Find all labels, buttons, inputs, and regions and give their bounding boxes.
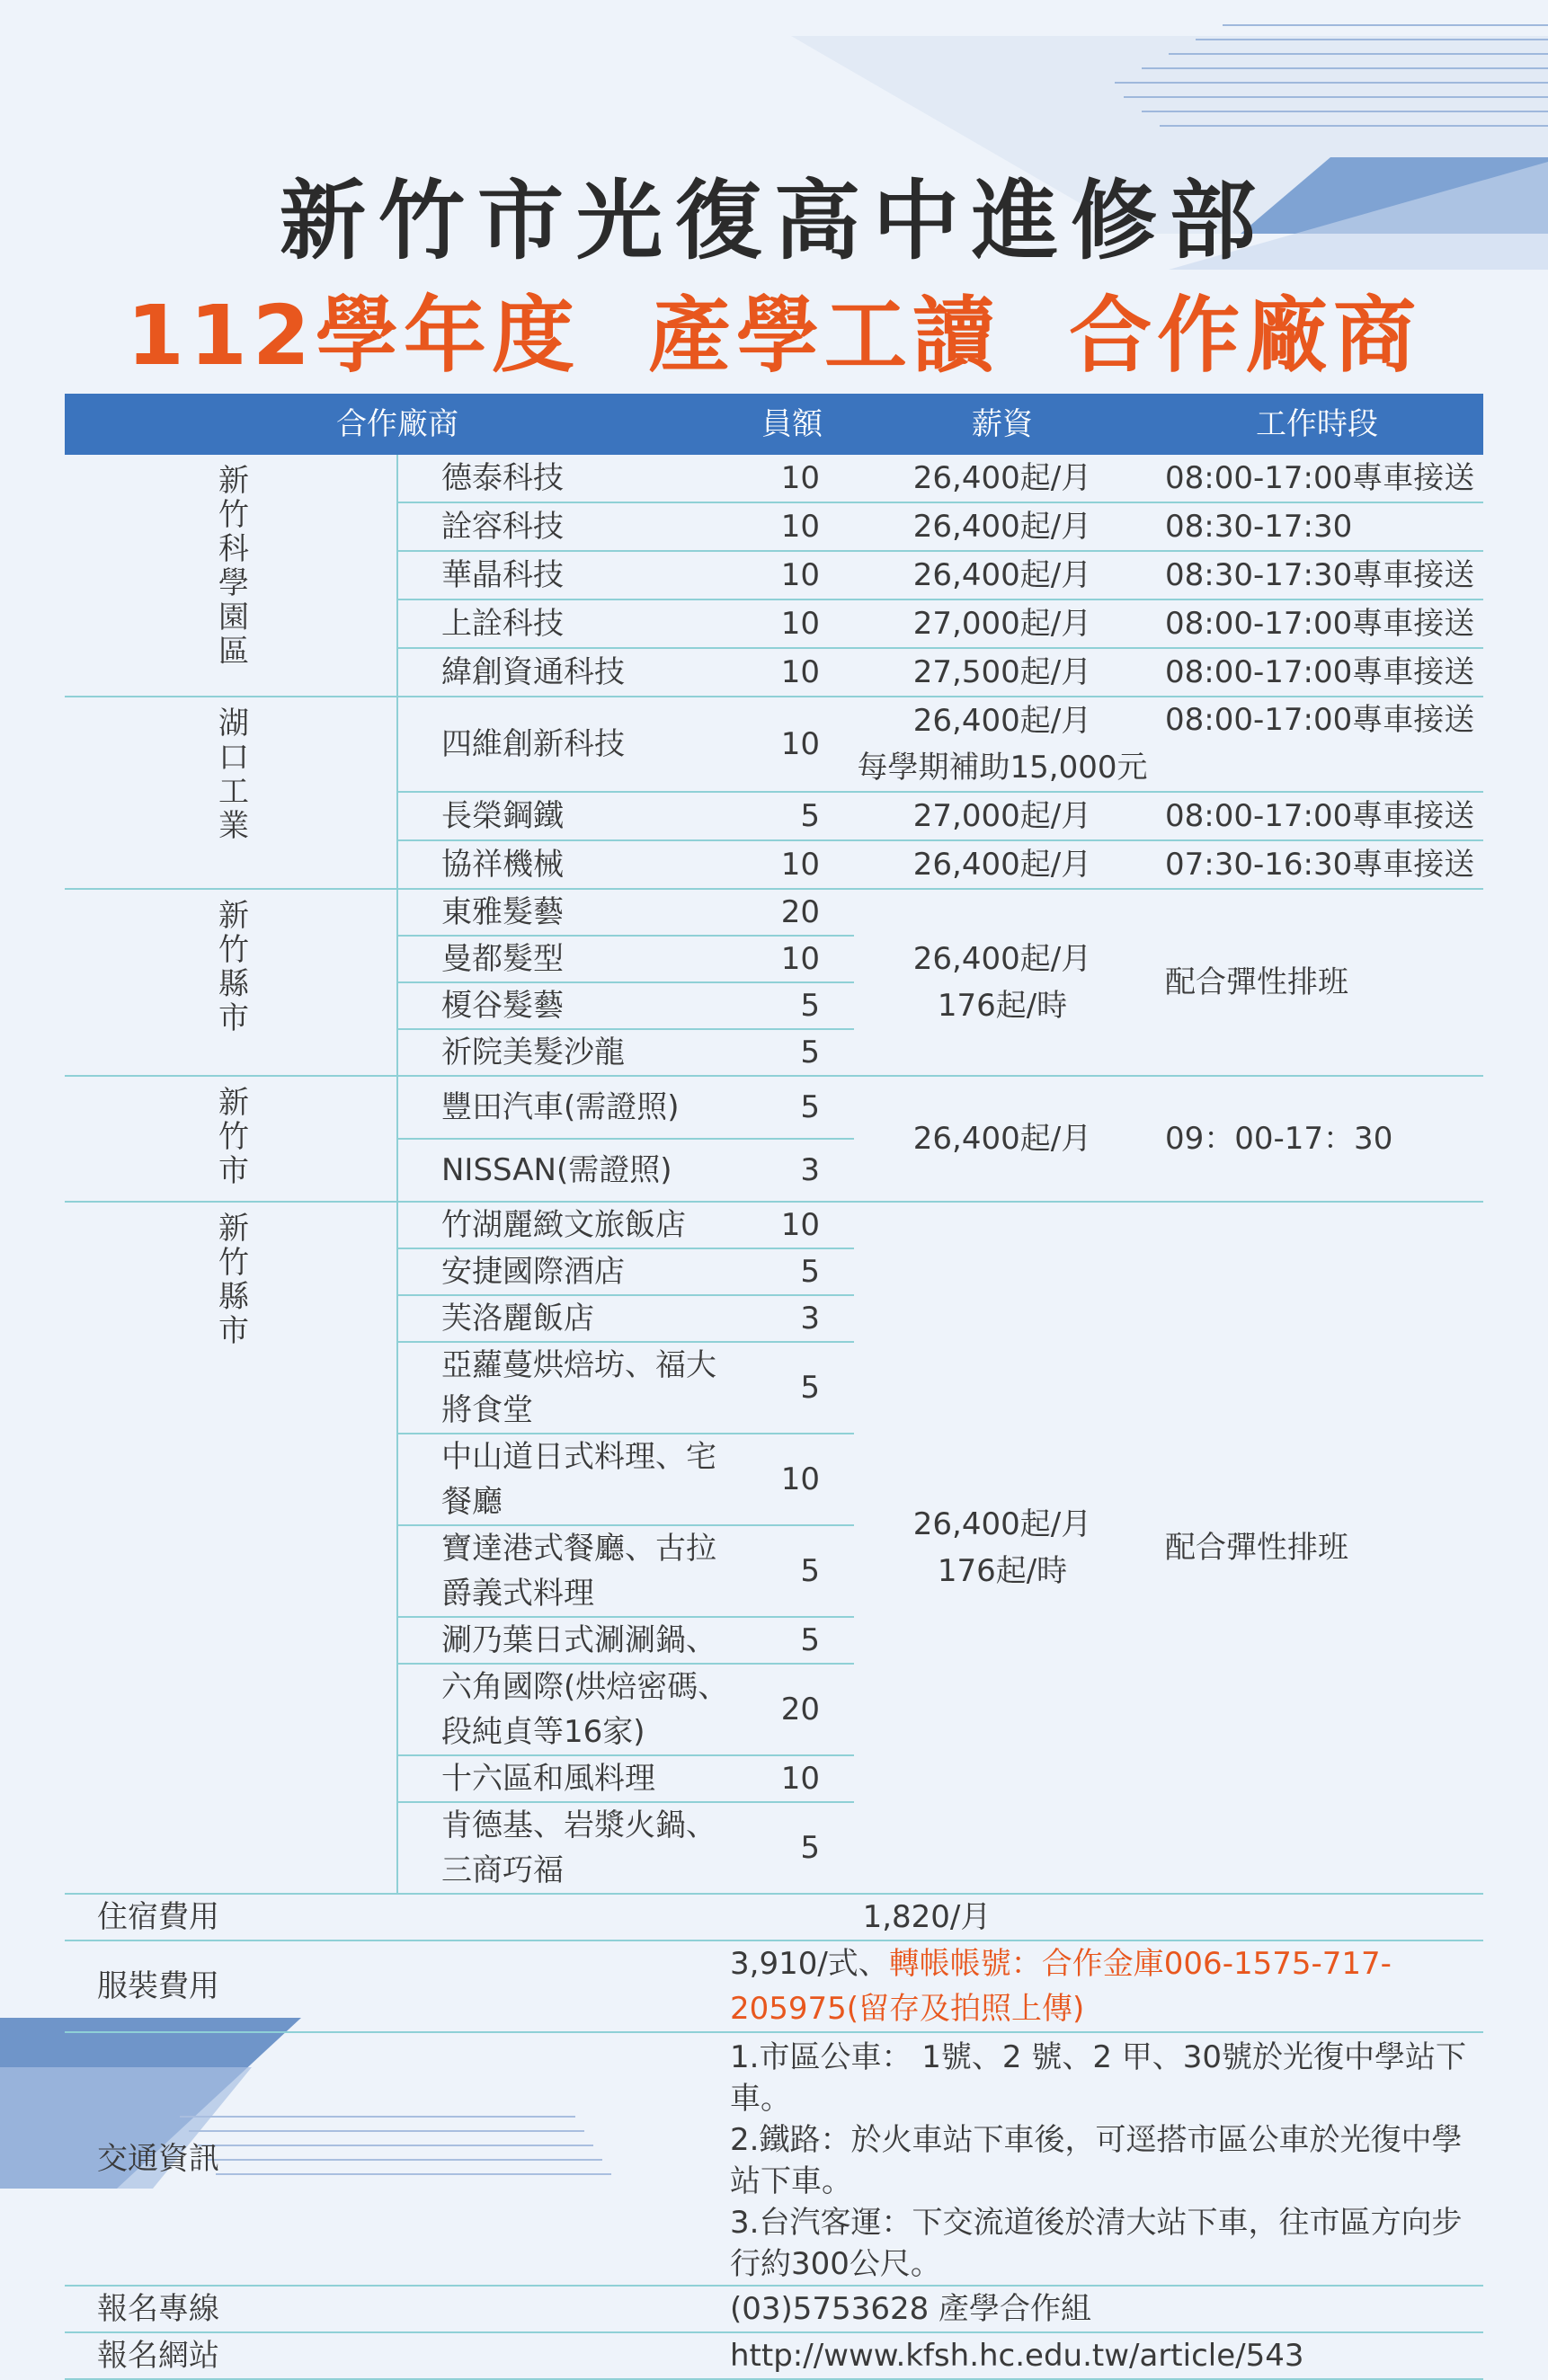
table-row <box>65 1202 1483 1248</box>
table-row <box>65 455 1483 502</box>
company-name: 肯德基、岩漿火鍋、三商巧福 <box>397 1802 730 1894</box>
salary-value: 26,400起/月 <box>912 460 1092 496</box>
website-link[interactable]: http://www.kfsh.hc.edu.tw/article/543 <box>730 2332 1483 2379</box>
quota-count: 10 <box>730 1434 854 1525</box>
quota-count: 5 <box>730 1076 854 1139</box>
uniform-value: 3,910/式、 <box>730 1946 889 1982</box>
transport-line: 2.鐵路：於火車站下車後，可逕搭市區公車於光復中學站下車。 <box>730 2122 1463 2199</box>
salary-value: 26,400起/月 <box>912 703 1092 739</box>
salary-value: 26,400起/月 <box>912 1506 1092 1542</box>
work-hours: 08:00-17:00專車接送 <box>1151 648 1483 697</box>
work-hours: 07:30-16:30專車接送 <box>1151 840 1483 889</box>
website-label: 報名網站 <box>65 2332 730 2379</box>
region-label <box>65 1202 397 1894</box>
work-hours: 08:00-17:00專車接送 <box>1151 697 1483 792</box>
work-hours: 08:00-17:00專車接送 <box>1151 792 1483 840</box>
website-row <box>65 2332 1483 2379</box>
company-name: 德泰科技 <box>397 455 730 502</box>
salary-cell <box>854 502 1151 551</box>
region-text: 新竹縣市 <box>212 899 249 1035</box>
region-label <box>65 455 397 697</box>
company-name: 亞蘿蔓烘焙坊、福大將食堂 <box>397 1342 730 1434</box>
quota-count: 5 <box>730 1342 854 1434</box>
transport-line: 3.台汽客運：下交流道後於清大站下車，往市區方向步行約300公尺。 <box>730 2205 1463 2282</box>
page-subtitle: 112學年度 產學工讀 合作廠商 <box>126 288 1422 384</box>
work-hours: 08:00-17:00專車接送 <box>1151 599 1483 648</box>
company-name: 涮乃葉日式涮涮鍋、 <box>397 1617 730 1664</box>
quota-count: 20 <box>730 1664 854 1755</box>
quota-count: 5 <box>730 1617 854 1664</box>
salary-cell <box>854 1202 1151 1894</box>
company-name: 協祥機械 <box>397 840 730 889</box>
quota-count: 5 <box>730 982 854 1029</box>
header-salary: 薪資 <box>854 394 1151 455</box>
quota-count: 10 <box>730 840 854 889</box>
company-name: 安捷國際酒店 <box>397 1248 730 1295</box>
hotline-label: 報名專線 <box>65 2286 730 2332</box>
quota-count: 10 <box>730 599 854 648</box>
company-name: 六角國際(烘焙密碼、段純貞等16家) <box>397 1664 730 1755</box>
table-row <box>65 1076 1483 1139</box>
company-name: NISSAN(需證照) <box>397 1139 730 1202</box>
transport-row <box>65 2032 1483 2286</box>
table-header-row <box>65 394 1483 455</box>
uniform-label: 服裝費用 <box>65 1940 730 2032</box>
work-hours: 08:00-17:00專車接送 <box>1151 455 1483 502</box>
region-label <box>65 1076 397 1202</box>
salary-hourly: 176起/時 <box>937 988 1068 1024</box>
quota-count: 10 <box>730 936 854 982</box>
salary-value: 26,400起/月 <box>912 1121 1092 1157</box>
quota-count: 5 <box>730 1248 854 1295</box>
region-text: 新竹科學園區 <box>212 464 249 669</box>
salary-cell <box>854 1076 1151 1202</box>
salary-value: 26,400起/月 <box>912 509 1092 545</box>
salary-cell <box>854 792 1151 840</box>
region-label <box>65 697 397 889</box>
transport-lines <box>730 2032 1483 2286</box>
uniform-value-cell <box>730 1940 1483 2032</box>
quota-count: 10 <box>730 1202 854 1248</box>
salary-cell <box>854 599 1151 648</box>
quota-count: 3 <box>730 1139 854 1202</box>
salary-subsidy: 每學期補助15,000元 <box>857 750 1148 786</box>
salary-value: 26,400起/月 <box>912 941 1092 977</box>
quota-count: 10 <box>730 551 854 599</box>
work-hours: 09：00-17：30 <box>1151 1076 1483 1202</box>
info-section <box>65 1894 1483 2379</box>
page-title: 新竹市光復高中進修部 <box>280 171 1268 271</box>
header-count: 員額 <box>730 394 854 455</box>
company-name: 華晶科技 <box>397 551 730 599</box>
salary-cell <box>854 551 1151 599</box>
salary-cell <box>854 697 1151 792</box>
partner-table <box>65 394 1483 2380</box>
lodging-row <box>65 1894 1483 1940</box>
salary-cell <box>854 840 1151 889</box>
work-hours: 配合彈性排班 <box>1151 889 1483 1076</box>
bank-account-info: 轉帳帳號：合作金庫006-1575-717-205975(留存及拍照上傳) <box>730 1946 1392 2027</box>
work-hours: 配合彈性排班 <box>1151 1202 1483 1894</box>
quota-count: 5 <box>730 1029 854 1076</box>
company-name: 十六區和風料理 <box>397 1755 730 1802</box>
company-name: 祈院美髮沙龍 <box>397 1029 730 1076</box>
table-row <box>65 697 1483 792</box>
quota-count: 10 <box>730 455 854 502</box>
salary-cell <box>854 648 1151 697</box>
region-label <box>65 889 397 1076</box>
quota-count: 20 <box>730 889 854 936</box>
work-hours: 08:30-17:30 <box>1151 502 1483 551</box>
table-body <box>65 455 1483 1894</box>
salary-value: 27,000起/月 <box>912 606 1092 642</box>
lodging-value: 1,820/月 <box>730 1894 1483 1940</box>
hotline-value: (03)5753628 產學合作組 <box>730 2286 1483 2332</box>
company-name: 寶達港式餐廳、古拉爵義式料理 <box>397 1525 730 1617</box>
company-name: 中山道日式料理、宅餐廳 <box>397 1434 730 1525</box>
transport-label: 交通資訊 <box>65 2032 730 2286</box>
work-hours: 08:30-17:30專車接送 <box>1151 551 1483 599</box>
quota-count: 10 <box>730 648 854 697</box>
company-name: 詮容科技 <box>397 502 730 551</box>
company-name: 長榮鋼鐵 <box>397 792 730 840</box>
salary-value: 27,000起/月 <box>912 798 1092 834</box>
uniform-row <box>65 1940 1483 2032</box>
quota-count: 10 <box>730 697 854 792</box>
company-name: 上詮科技 <box>397 599 730 648</box>
header-hours: 工作時段 <box>1151 394 1483 455</box>
company-name: 曼都髮型 <box>397 936 730 982</box>
salary-value: 26,400起/月 <box>912 847 1092 883</box>
company-name: 芙洛麗飯店 <box>397 1295 730 1342</box>
company-name: 豐田汽車(需證照) <box>397 1076 730 1139</box>
quota-count: 3 <box>730 1295 854 1342</box>
header-company: 合作廠商 <box>65 394 730 455</box>
transport-line: 1.市區公車： 1號、2 號、2 甲、30號於光復中學站下車。 <box>730 2039 1467 2117</box>
salary-cell <box>854 889 1151 1076</box>
quota-count: 10 <box>730 502 854 551</box>
salary-value: 26,400起/月 <box>912 557 1092 593</box>
region-text: 新竹縣市 <box>212 1212 249 1348</box>
company-name: 榎谷髮藝 <box>397 982 730 1029</box>
company-name: 四維創新科技 <box>397 697 730 792</box>
company-name: 緯創資通科技 <box>397 648 730 697</box>
quota-count: 5 <box>730 1802 854 1894</box>
hotline-row <box>65 2286 1483 2332</box>
region-text: 新竹市 <box>212 1086 249 1188</box>
company-name: 東雅髮藝 <box>397 889 730 936</box>
quota-count: 5 <box>730 792 854 840</box>
salary-value: 27,500起/月 <box>912 654 1092 690</box>
company-name: 竹湖麗緻文旅飯店 <box>397 1202 730 1248</box>
quota-count: 10 <box>730 1755 854 1802</box>
lodging-label: 住宿費用 <box>65 1894 730 1940</box>
salary-hourly: 176起/時 <box>937 1553 1068 1589</box>
table-row <box>65 889 1483 936</box>
quota-count: 5 <box>730 1525 854 1617</box>
region-text: 湖口工業 <box>212 706 249 843</box>
salary-cell <box>854 455 1151 502</box>
